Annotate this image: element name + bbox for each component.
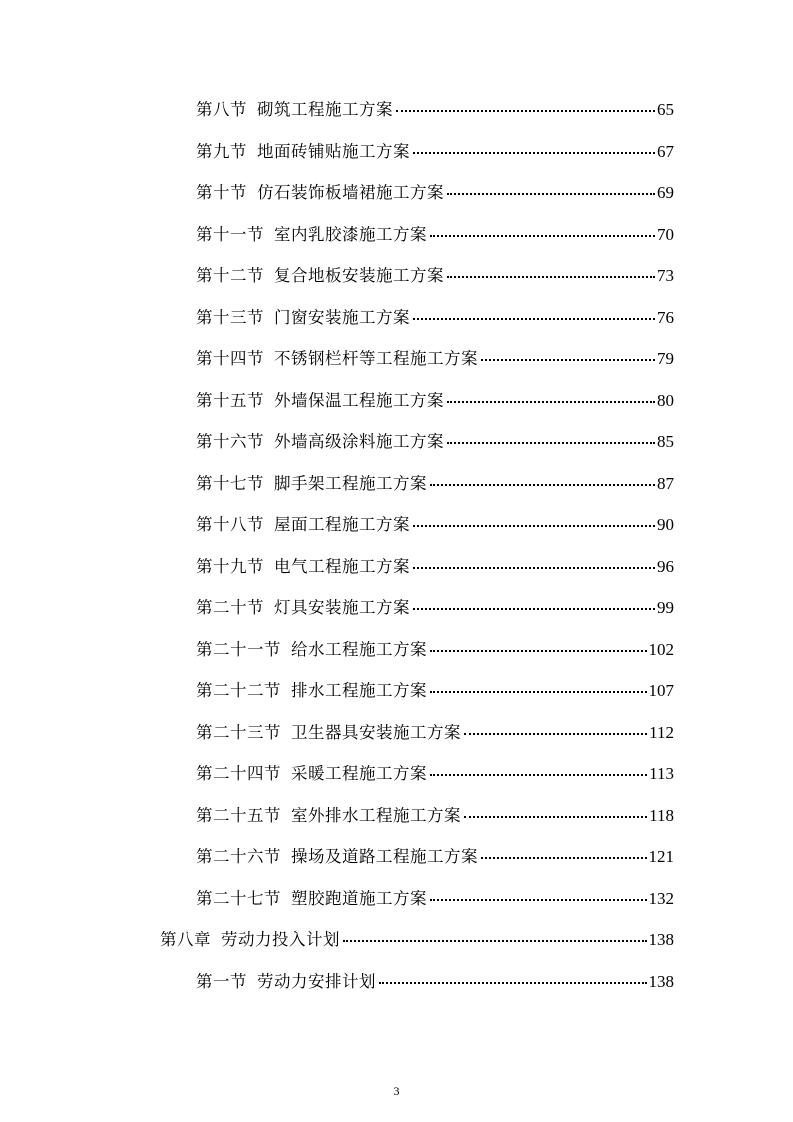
entry-title: 仿石装饰板墙裙施工方案: [257, 183, 444, 202]
dot-leader: [413, 151, 655, 154]
entry-label: 第二十一节: [196, 640, 281, 659]
entry-label: 第八节: [196, 100, 247, 119]
toc-entry[interactable]: [196, 262, 674, 286]
toc-entry[interactable]: [196, 719, 674, 743]
dot-leader: [481, 856, 647, 859]
page-number: 3: [393, 1084, 400, 1098]
dot-leader: [430, 234, 655, 237]
entry-page-number: 102: [648, 640, 674, 659]
entry-label: 第十七节: [196, 474, 264, 493]
dot-leader: [430, 690, 647, 693]
entry-label: 第一节: [196, 972, 247, 991]
toc-entry[interactable]: [196, 553, 674, 577]
entry-label: 第二十七节: [196, 889, 281, 908]
entry-page-number: 80: [657, 391, 674, 410]
entry-title: 屋面工程施工方案: [274, 515, 410, 534]
toc-entry[interactable]: [196, 594, 674, 618]
entry-page-number: 138: [648, 972, 674, 991]
entry-title: 给水工程施工方案: [291, 640, 427, 659]
toc-entry[interactable]: [196, 677, 674, 701]
entry-label: 第十二节: [196, 266, 264, 285]
entry-title: 室外排水工程施工方案: [291, 806, 461, 825]
toc-entry[interactable]: [196, 843, 674, 867]
entry-title: 卫生器具安装施工方案: [291, 723, 461, 742]
toc-entry[interactable]: [196, 179, 674, 203]
entry-page-number: 121: [648, 847, 674, 866]
entry-label: 第二十节: [196, 598, 264, 617]
entry-title: 灯具安装施工方案: [274, 598, 410, 617]
entry-page-number: 90: [657, 515, 674, 534]
dot-leader: [430, 483, 655, 486]
entry-title: 砌筑工程施工方案: [257, 100, 393, 119]
dot-leader: [379, 981, 647, 984]
entry-page-number: 85: [657, 432, 674, 451]
toc-entry[interactable]: [196, 138, 674, 162]
entry-title: 塑胶跑道施工方案: [291, 889, 427, 908]
entry-page-number: 65: [657, 100, 674, 119]
entry-title: 外墙保温工程施工方案: [274, 391, 444, 410]
toc-entry[interactable]: [196, 968, 674, 992]
dot-leader: [464, 732, 647, 735]
dot-leader: [413, 524, 655, 527]
entry-title: 操场及道路工程施工方案: [291, 847, 478, 866]
entry-label: 第十一节: [196, 225, 264, 244]
toc-entry[interactable]: [196, 96, 674, 120]
entry-title: 采暖工程施工方案: [291, 764, 427, 783]
entry-label: 第二十六节: [196, 847, 281, 866]
dot-leader: [447, 192, 655, 195]
entry-page-number: 112: [649, 723, 674, 742]
entry-label: 第九节: [196, 142, 247, 161]
entry-title: 排水工程施工方案: [291, 681, 427, 700]
entry-label: 第二十四节: [196, 764, 281, 783]
dot-leader: [464, 815, 647, 818]
entry-page-number: 132: [648, 889, 674, 908]
toc-entry[interactable]: [196, 470, 674, 494]
entry-page-number: 138: [648, 930, 674, 949]
entry-label: 第八章: [160, 930, 211, 949]
toc-entry[interactable]: [196, 387, 674, 411]
entry-title: 室内乳胶漆施工方案: [274, 225, 427, 244]
toc-entry[interactable]: [196, 428, 674, 452]
dot-leader: [413, 607, 655, 610]
toc-entry[interactable]: [196, 885, 674, 909]
entry-page-number: 118: [649, 806, 674, 825]
entry-title: 复合地板安装施工方案: [274, 266, 444, 285]
dot-leader: [413, 566, 655, 569]
entry-label: 第二十三节: [196, 723, 281, 742]
dot-leader: [396, 109, 655, 112]
toc-entry[interactable]: [196, 511, 674, 535]
toc-entry[interactable]: [196, 221, 674, 245]
dot-leader: [343, 939, 647, 942]
toc-chapter-entry[interactable]: [160, 926, 674, 950]
entry-page-number: 69: [657, 183, 674, 202]
entry-page-number: 73: [657, 266, 674, 285]
entry-label: 第二十二节: [196, 681, 281, 700]
entry-title: 不锈钢栏杆等工程施工方案: [274, 349, 478, 368]
toc-entry[interactable]: [196, 760, 674, 784]
dot-leader: [430, 773, 647, 776]
entry-page-number: 70: [657, 225, 674, 244]
entry-label: 第十六节: [196, 432, 264, 451]
dot-leader: [447, 441, 655, 444]
entry-title: 脚手架工程施工方案: [274, 474, 427, 493]
entry-title: 外墙高级涂料施工方案: [274, 432, 444, 451]
entry-label: 第二十五节: [196, 806, 281, 825]
entry-page-number: 79: [657, 349, 674, 368]
dot-leader: [447, 275, 655, 278]
dot-leader: [447, 400, 655, 403]
entry-page-number: 96: [657, 557, 674, 576]
entry-label: 第十八节: [196, 515, 264, 534]
entry-page-number: 87: [657, 474, 674, 493]
dot-leader: [413, 317, 655, 320]
dot-leader: [481, 358, 655, 361]
entry-title: 门窗安装施工方案: [274, 308, 410, 327]
entry-title: 地面砖铺贴施工方案: [257, 142, 410, 161]
entry-page-number: 107: [648, 681, 674, 700]
entry-label: 第十四节: [196, 349, 264, 368]
dot-leader: [430, 649, 647, 652]
toc-entry[interactable]: [196, 345, 674, 369]
toc-entry[interactable]: [196, 636, 674, 660]
toc-entry[interactable]: [196, 802, 674, 826]
entry-title: 劳动力投入计划: [221, 930, 340, 949]
entry-label: 第十节: [196, 183, 247, 202]
toc-entry[interactable]: [196, 304, 674, 328]
entry-page-number: 99: [657, 598, 674, 617]
entry-page-number: 76: [657, 308, 674, 327]
entry-label: 第十三节: [196, 308, 264, 327]
entry-title: 电气工程施工方案: [274, 557, 410, 576]
dot-leader: [430, 898, 647, 901]
entry-title: 劳动力安排计划: [257, 972, 376, 991]
entry-page-number: 67: [657, 142, 674, 161]
entry-page-number: 113: [649, 764, 674, 783]
entry-label: 第十五节: [196, 391, 264, 410]
entry-label: 第十九节: [196, 557, 264, 576]
